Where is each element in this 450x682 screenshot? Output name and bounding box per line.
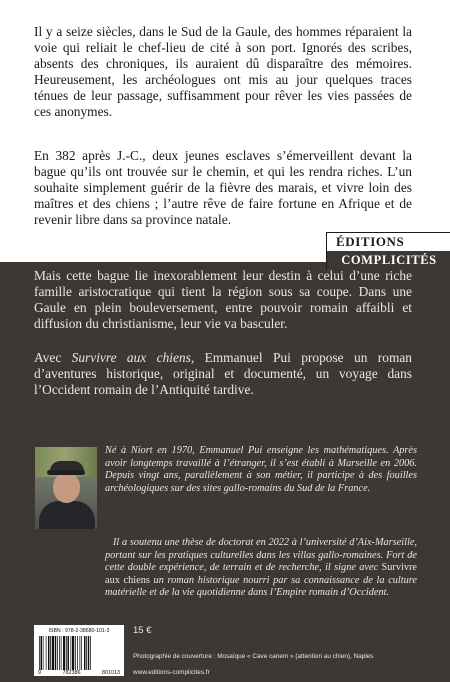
author-bio-paragraph-2-start: Il a soutenu une thèse de doctorat en 2022 à l’université d’Aix-Marseille, portant sur les pratiques culturelles dans les villas gallo-romaines. Fort de cette double expérience, de terrain et de recherche, il signe avec (105, 537, 417, 574)
blurb-paragraph-2: En 382 après J.-C., deux jeunes esclaves s’émerveillent devant la bague qu’ils ont trouvée sur le chemin, et qui les rendra riches. L’un souhaite simplement guérir de la fièvre des marais, et vivre loin des maîtres et des chiens ; l’autre rêve de faire fortune en Afrique et de revenir libre dans sa province natale. (34, 148, 412, 227)
author-bio-paragraph-1: Né à Niort en 1970, Emmanuel Pui enseigne les mathématiques. Après avoir longtemps travaillé à l’étranger, il s’est établi à Marseille en 2006. Depuis vingt ans, parallèlement à son métier, il participe à des fouilles archéologiques sur des sites gallo-romains du Sud de la France. (105, 445, 417, 494)
publisher-website: www.editions-complicites.fr (133, 669, 210, 676)
barcode-stripe (41, 636, 43, 670)
barcode-bars (38, 636, 120, 670)
blurb-paragraph-4-end: , Emmanuel Pui propose un roman d’aventures historique, original et documenté, un voyage dans l’Occident romain de l’Antiquité tardive. (34, 350, 413, 397)
blurb-paragraph-1: Il y a seize siècles, dans le Sud de la Gaule, des hommes réparaient la voie qui reliait le chef-lieu de cité à son port. Ignorés des scribes, absents des chroniques, ils auraient dû disparaître des mémoires. Heureusement, les archéologues ont mis au jour quelques traces ténues de leur passage, suffisamment pour rêver les vies passées de ces anonymes. (34, 24, 412, 119)
author-bio-paragraph-2-end: un roman historique nourri par sa connaissance de la culture matérielle et de la vie quotidienne dans l’Empire romain d’Occident. (105, 574, 417, 599)
barcode-stripe (39, 636, 40, 670)
publisher-logo (326, 232, 450, 270)
barcode-stripe (75, 636, 76, 670)
barcode-stripe (55, 636, 57, 670)
book-title: Survivre aux chiens (71, 350, 191, 365)
barcode-stripe (72, 636, 74, 670)
barcode-stripe (59, 636, 60, 670)
barcode-stripe (68, 636, 70, 670)
barcode-digits (38, 670, 120, 676)
author-photo (35, 447, 97, 529)
cover-credit: Photographie de couverture : Mosaïque « Cave canem » (attention au chien), Naples (133, 653, 374, 660)
barcode-stripe (43, 636, 44, 670)
photo-face (53, 473, 80, 503)
barcode-digit-group-2: 801013 (102, 670, 120, 676)
author-bio-paragraph-2 (105, 537, 417, 611)
blurb-paragraph-3: Mais cette bague lie inexorablement leur destin à celui d’une riche famille aristocratique qui tient la région sous sa coupe. Dans une Gaule en plein bouleversement, entre pouvoir romain affaibli et diffusion du christianisme, leur vie va basculer. (34, 268, 412, 331)
barcode-stripe (63, 636, 65, 670)
barcode-stripe (84, 636, 86, 670)
barcode-stripe (57, 636, 58, 670)
barcode-digit-group-1: 782386 (62, 670, 81, 676)
barcode-stripe (71, 636, 72, 670)
barcode-stripe (61, 636, 62, 670)
price: 15 € (133, 625, 152, 636)
isbn-barcode (34, 625, 124, 676)
barcode-stripe (46, 636, 47, 670)
publisher-line-2: COMPLICITÉS (327, 251, 450, 270)
barcode-stripe (80, 636, 81, 670)
barcode-stripe (77, 636, 78, 670)
barcode-stripe (81, 636, 82, 670)
barcode-stripe (86, 636, 87, 670)
bio-book-title: Survivre aux chiens (105, 562, 417, 586)
barcode-stripe (50, 636, 51, 670)
photo-cap-brim (47, 470, 85, 475)
isbn-label: ISBN : 978-2-38680-101-3 (48, 628, 110, 634)
blurb-paragraph-4-start: Avec (34, 350, 72, 365)
publisher-line-1: ÉDITIONS (327, 233, 450, 251)
photo-shirt (39, 501, 95, 529)
barcode-stripe (52, 636, 54, 670)
barcode-stripe (88, 636, 90, 670)
barcode-stripe (48, 636, 50, 670)
blurb-paragraph-4 (34, 350, 412, 436)
barcode-digit-1: 9 (38, 670, 41, 676)
barcode-stripe (66, 636, 67, 670)
barcode-stripe (90, 636, 91, 670)
